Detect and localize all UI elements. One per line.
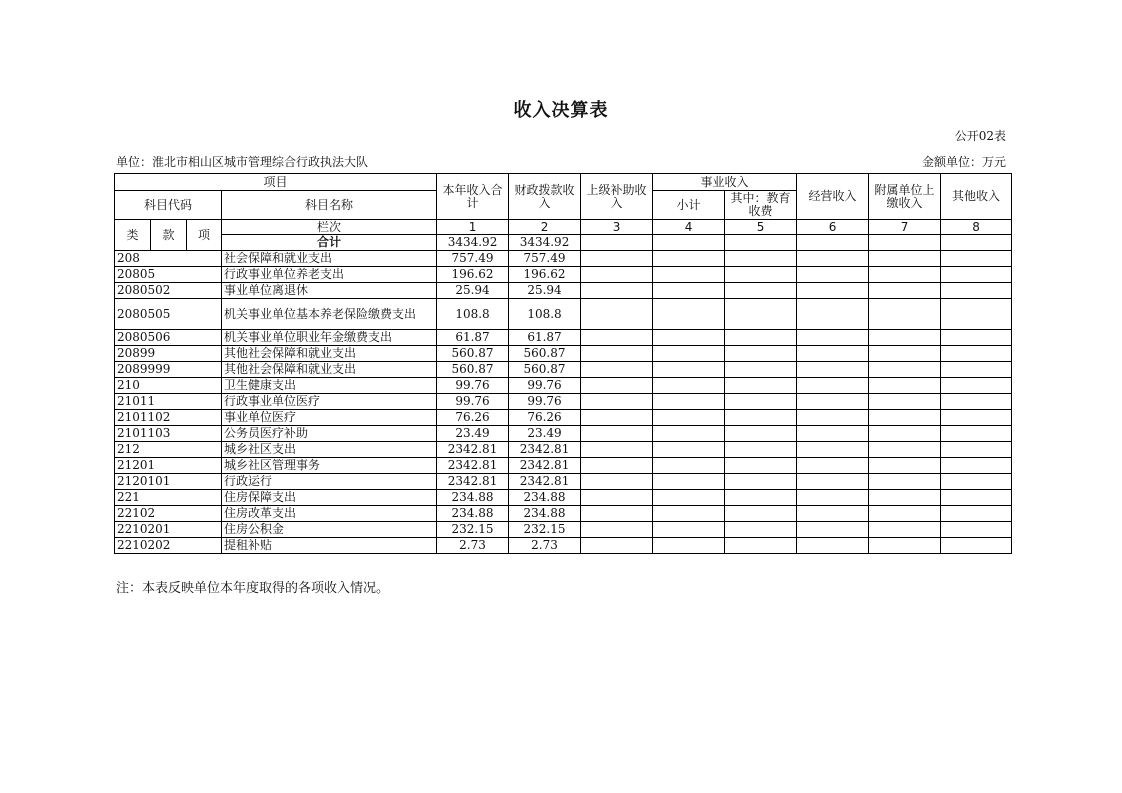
empty-cell <box>725 490 797 506</box>
empty-cell <box>725 506 797 522</box>
empty-cell <box>869 506 941 522</box>
empty-cell <box>941 474 1012 490</box>
col-num: 5 <box>725 220 797 235</box>
col-num: 3 <box>581 220 653 235</box>
empty-cell <box>797 346 869 362</box>
row-name: 机关事业单位职业年金缴费支出 <box>222 330 437 346</box>
empty-cell <box>797 283 869 299</box>
row-fiscal: 196.62 <box>509 267 581 283</box>
table-row <box>115 283 1012 299</box>
empty-cell <box>725 410 797 426</box>
empty-cell <box>869 442 941 458</box>
empty-cell <box>725 251 797 267</box>
row-name: 提租补贴 <box>222 538 437 554</box>
table-row <box>115 251 1012 267</box>
empty-cell <box>941 506 1012 522</box>
empty-cell <box>581 394 653 410</box>
empty-cell <box>941 362 1012 378</box>
empty-cell <box>941 442 1012 458</box>
row-code: 2120101 <box>115 474 222 490</box>
empty-cell <box>869 251 941 267</box>
row-code: 2080505 <box>115 299 222 330</box>
empty-cell <box>941 251 1012 267</box>
empty-cell <box>725 267 797 283</box>
empty-cell <box>797 442 869 458</box>
row-total-income: 25.94 <box>437 283 509 299</box>
row-name: 城乡社区管理事务 <box>222 458 437 474</box>
row-fiscal: 234.88 <box>509 490 581 506</box>
total-fiscal-value: 3434.92 <box>509 235 581 251</box>
empty-cell <box>941 346 1012 362</box>
row-fiscal: 25.94 <box>509 283 581 299</box>
row-name: 机关事业单位基本养老保险缴费支出 <box>222 299 437 330</box>
row-total-income: 234.88 <box>437 490 509 506</box>
empty-cell <box>725 378 797 394</box>
amount-unit: 金额单位：万元 <box>921 155 1006 169</box>
row-code: 2101102 <box>115 410 222 426</box>
empty-cell <box>869 394 941 410</box>
header-career: 事业收入 <box>653 174 797 191</box>
col-num: 8 <box>941 220 1012 235</box>
empty-cell <box>941 522 1012 538</box>
empty-cell <box>653 299 725 330</box>
table-row <box>115 394 1012 410</box>
empty-cell <box>581 251 653 267</box>
empty-cell <box>725 283 797 299</box>
col-num: 6 <box>797 220 869 235</box>
empty-cell <box>725 458 797 474</box>
empty-cell <box>869 362 941 378</box>
empty-cell <box>725 346 797 362</box>
empty-cell <box>581 490 653 506</box>
header-lei: 类 <box>115 220 151 251</box>
empty-cell <box>869 426 941 442</box>
empty-cell <box>581 235 653 251</box>
row-code: 21201 <box>115 458 222 474</box>
table-row <box>115 362 1012 378</box>
row-total-income: 99.76 <box>437 394 509 410</box>
header-name: 科目名称 <box>222 191 437 220</box>
empty-cell <box>725 394 797 410</box>
empty-cell <box>653 330 725 346</box>
header-business: 经营收入 <box>797 174 869 220</box>
empty-cell <box>653 442 725 458</box>
empty-cell <box>725 442 797 458</box>
income-table <box>114 173 1012 554</box>
table-note: 注：本表反映单位本年度取得的各项收入情况。 <box>116 581 390 596</box>
header-career-edu: 其中：教育收费 <box>725 191 797 220</box>
empty-cell <box>941 410 1012 426</box>
row-total-income: 196.62 <box>437 267 509 283</box>
row-name: 事业单位离退休 <box>222 283 437 299</box>
empty-cell <box>869 299 941 330</box>
col-num: 4 <box>653 220 725 235</box>
table-row <box>115 299 1012 330</box>
empty-cell <box>941 235 1012 251</box>
row-fiscal: 560.87 <box>509 346 581 362</box>
empty-cell <box>653 490 725 506</box>
empty-cell <box>797 458 869 474</box>
row-code: 2101103 <box>115 426 222 442</box>
empty-cell <box>725 330 797 346</box>
empty-cell <box>653 474 725 490</box>
empty-cell <box>797 378 869 394</box>
empty-cell <box>869 458 941 474</box>
row-code: 2080506 <box>115 330 222 346</box>
empty-cell <box>581 442 653 458</box>
empty-cell <box>653 538 725 554</box>
empty-cell <box>581 346 653 362</box>
row-name: 社会保障和就业支出 <box>222 251 437 267</box>
row-code: 22102 <box>115 506 222 522</box>
empty-cell <box>797 538 869 554</box>
empty-cell <box>725 426 797 442</box>
empty-cell <box>653 267 725 283</box>
row-code: 2210202 <box>115 538 222 554</box>
empty-cell <box>581 538 653 554</box>
empty-cell <box>653 283 725 299</box>
row-name: 城乡社区支出 <box>222 442 437 458</box>
empty-cell <box>581 267 653 283</box>
header-total-income: 本年收入合计 <box>437 174 509 220</box>
header-career-subtotal: 小计 <box>653 191 725 220</box>
row-total-income: 76.26 <box>437 410 509 426</box>
row-fiscal: 76.26 <box>509 410 581 426</box>
row-code: 20899 <box>115 346 222 362</box>
empty-cell <box>869 267 941 283</box>
row-name: 住房保障支出 <box>222 490 437 506</box>
table-row <box>115 267 1012 283</box>
empty-cell <box>869 410 941 426</box>
row-name: 事业单位医疗 <box>222 410 437 426</box>
empty-cell <box>581 410 653 426</box>
empty-cell <box>797 426 869 442</box>
empty-cell <box>941 378 1012 394</box>
empty-cell <box>941 394 1012 410</box>
empty-cell <box>869 378 941 394</box>
row-fiscal: 2.73 <box>509 538 581 554</box>
row-fiscal: 2342.81 <box>509 474 581 490</box>
empty-cell <box>653 251 725 267</box>
header-fiscal: 财政拨款收入 <box>509 174 581 220</box>
row-fiscal: 23.49 <box>509 426 581 442</box>
form-number: 公开02表 <box>954 129 1006 143</box>
empty-cell <box>797 490 869 506</box>
row-fiscal: 2342.81 <box>509 458 581 474</box>
table-row <box>115 442 1012 458</box>
empty-cell <box>869 235 941 251</box>
empty-cell <box>797 410 869 426</box>
empty-cell <box>581 458 653 474</box>
empty-cell <box>941 283 1012 299</box>
row-fiscal: 234.88 <box>509 506 581 522</box>
row-name: 行政事业单位医疗 <box>222 394 437 410</box>
row-total-income: 560.87 <box>437 362 509 378</box>
empty-cell <box>941 490 1012 506</box>
empty-cell <box>725 474 797 490</box>
empty-cell <box>797 299 869 330</box>
row-total-income: 99.76 <box>437 378 509 394</box>
header-other: 其他收入 <box>941 174 1012 220</box>
row-code: 208 <box>115 251 222 267</box>
empty-cell <box>581 378 653 394</box>
col-num: 7 <box>869 220 941 235</box>
table-row <box>115 458 1012 474</box>
row-fiscal: 560.87 <box>509 362 581 378</box>
row-total-income: 2.73 <box>437 538 509 554</box>
report-title: 收入决算表 <box>513 100 609 121</box>
row-name: 行政运行 <box>222 474 437 490</box>
empty-cell <box>869 490 941 506</box>
empty-cell <box>581 283 653 299</box>
row-fiscal: 757.49 <box>509 251 581 267</box>
table-row <box>115 426 1012 442</box>
empty-cell <box>581 474 653 490</box>
row-code: 221 <box>115 490 222 506</box>
total-income-value: 3434.92 <box>437 235 509 251</box>
empty-cell <box>869 283 941 299</box>
row-code: 20805 <box>115 267 222 283</box>
empty-cell <box>725 235 797 251</box>
table-row <box>115 522 1012 538</box>
row-total-income: 23.49 <box>437 426 509 442</box>
table-body <box>115 251 1012 554</box>
header-col-label: 栏次 <box>222 220 437 235</box>
row-code: 212 <box>115 442 222 458</box>
row-fiscal: 61.87 <box>509 330 581 346</box>
empty-cell <box>797 506 869 522</box>
empty-cell <box>941 458 1012 474</box>
total-label: 合计 <box>222 235 437 251</box>
row-code: 21011 <box>115 394 222 410</box>
empty-cell <box>797 251 869 267</box>
empty-cell <box>797 394 869 410</box>
empty-cell <box>869 522 941 538</box>
table-row <box>115 474 1012 490</box>
empty-cell <box>653 346 725 362</box>
header-xiang: 项 <box>187 220 222 251</box>
row-code: 2210201 <box>115 522 222 538</box>
empty-cell <box>941 267 1012 283</box>
header-kuan: 款 <box>151 220 187 251</box>
table-row <box>115 490 1012 506</box>
empty-cell <box>797 267 869 283</box>
empty-cell <box>869 474 941 490</box>
empty-cell <box>941 426 1012 442</box>
col-num: 2 <box>509 220 581 235</box>
empty-cell <box>869 538 941 554</box>
empty-cell <box>581 522 653 538</box>
empty-cell <box>941 299 1012 330</box>
empty-cell <box>725 522 797 538</box>
reporting-unit: 单位：淮北市相山区城市管理综合行政执法大队 <box>116 155 369 169</box>
empty-cell <box>653 394 725 410</box>
row-fiscal: 2342.81 <box>509 442 581 458</box>
row-fiscal: 99.76 <box>509 394 581 410</box>
row-total-income: 2342.81 <box>437 458 509 474</box>
row-name: 住房公积金 <box>222 522 437 538</box>
empty-cell <box>581 330 653 346</box>
row-fiscal: 232.15 <box>509 522 581 538</box>
row-code: 2089999 <box>115 362 222 378</box>
empty-cell <box>941 538 1012 554</box>
row-total-income: 2342.81 <box>437 442 509 458</box>
empty-cell <box>653 378 725 394</box>
empty-cell <box>581 506 653 522</box>
empty-cell <box>725 362 797 378</box>
row-code: 2080502 <box>115 283 222 299</box>
row-fiscal: 108.8 <box>509 299 581 330</box>
empty-cell <box>797 522 869 538</box>
empty-cell <box>725 299 797 330</box>
col-num: 1 <box>437 220 509 235</box>
row-fiscal: 99.76 <box>509 378 581 394</box>
empty-cell <box>653 426 725 442</box>
empty-cell <box>653 458 725 474</box>
empty-cell <box>581 362 653 378</box>
header-affiliated: 附属单位上缴收入 <box>869 174 941 220</box>
table-row <box>115 346 1012 362</box>
row-name: 其他社会保障和就业支出 <box>222 346 437 362</box>
empty-cell <box>581 426 653 442</box>
empty-cell <box>653 410 725 426</box>
row-name: 公务员医疗补助 <box>222 426 437 442</box>
row-total-income: 560.87 <box>437 346 509 362</box>
empty-cell <box>725 538 797 554</box>
row-total-income: 757.49 <box>437 251 509 267</box>
row-name: 行政事业单位养老支出 <box>222 267 437 283</box>
row-code: 210 <box>115 378 222 394</box>
row-total-income: 2342.81 <box>437 474 509 490</box>
table-row <box>115 538 1012 554</box>
table-row <box>115 410 1012 426</box>
header-superior: 上级补助收入 <box>581 174 653 220</box>
empty-cell <box>653 522 725 538</box>
empty-cell <box>869 346 941 362</box>
header-item: 项目 <box>115 174 437 191</box>
empty-cell <box>797 330 869 346</box>
row-total-income: 234.88 <box>437 506 509 522</box>
empty-cell <box>581 299 653 330</box>
row-total-income: 61.87 <box>437 330 509 346</box>
empty-cell <box>941 330 1012 346</box>
empty-cell <box>797 235 869 251</box>
row-total-income: 232.15 <box>437 522 509 538</box>
empty-cell <box>797 362 869 378</box>
empty-cell <box>653 235 725 251</box>
row-name: 其他社会保障和就业支出 <box>222 362 437 378</box>
empty-cell <box>869 330 941 346</box>
row-name: 卫生健康支出 <box>222 378 437 394</box>
empty-cell <box>653 506 725 522</box>
table-row <box>115 378 1012 394</box>
header-code: 科目代码 <box>115 191 222 220</box>
table-row <box>115 330 1012 346</box>
table-row <box>115 506 1012 522</box>
row-total-income: 108.8 <box>437 299 509 330</box>
empty-cell <box>797 474 869 490</box>
empty-cell <box>653 362 725 378</box>
row-name: 住房改革支出 <box>222 506 437 522</box>
